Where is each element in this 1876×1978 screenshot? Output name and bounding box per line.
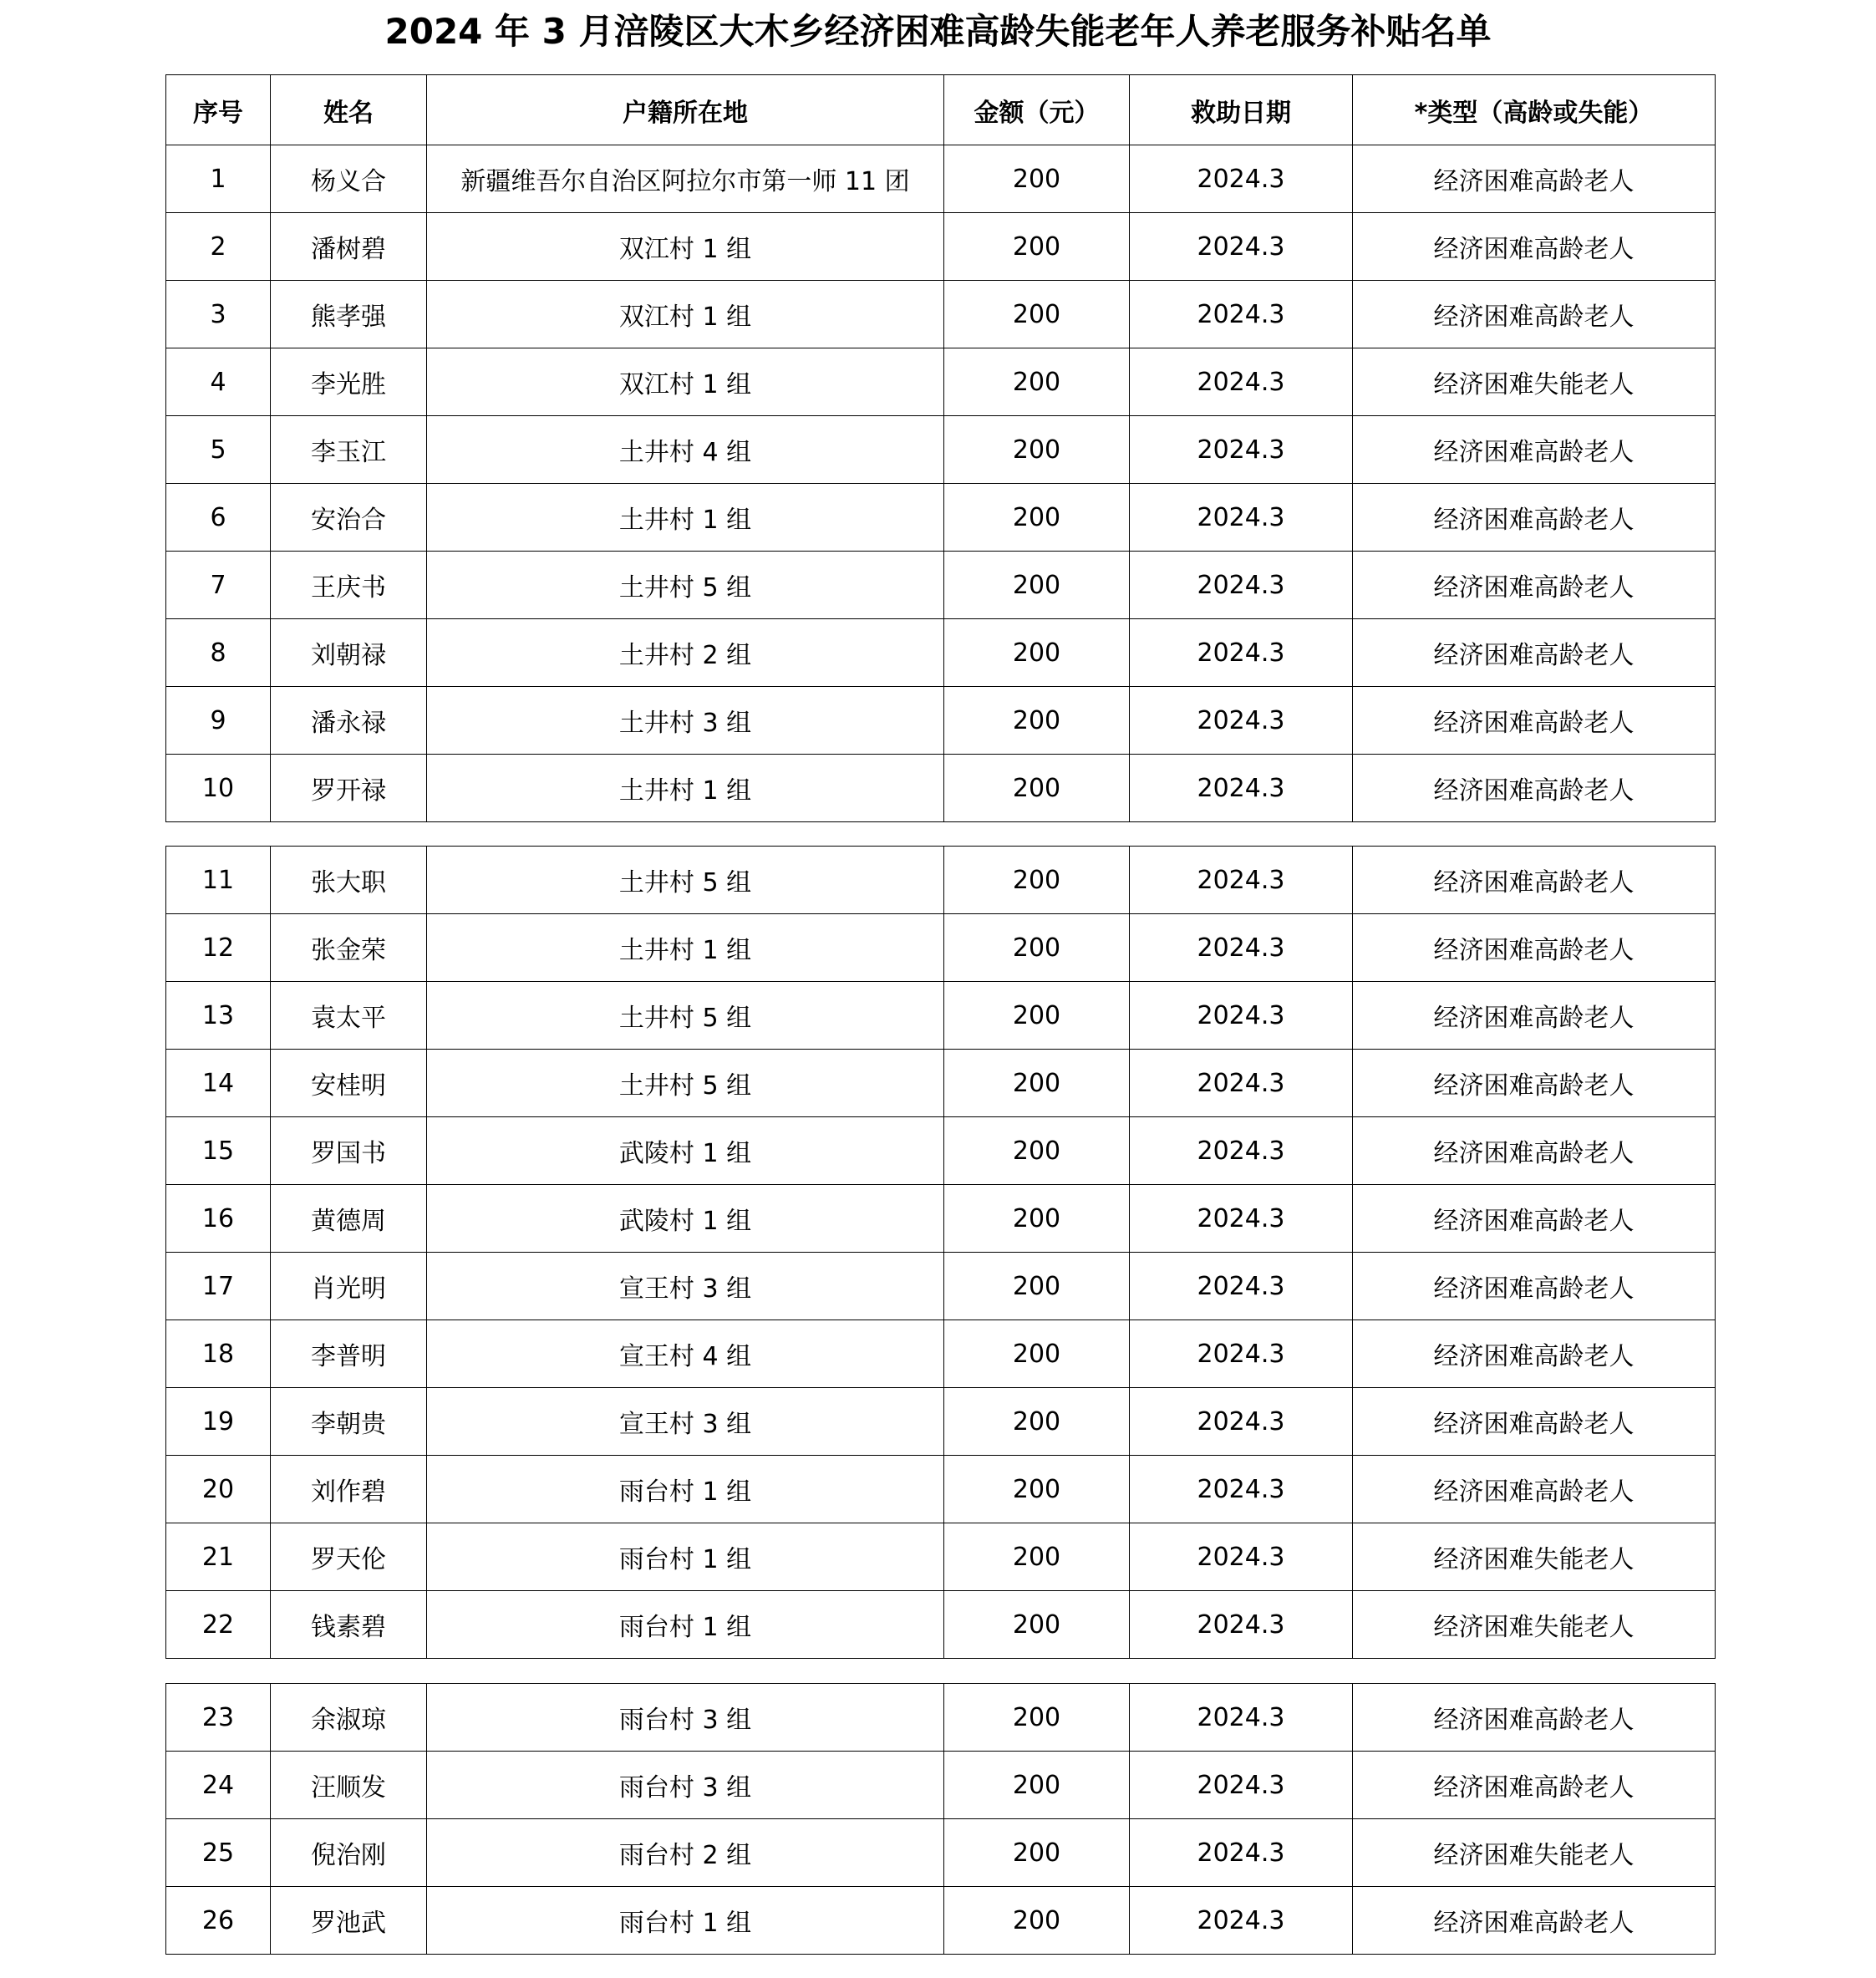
cell-aid-date: 2024.3: [1130, 847, 1353, 914]
cell-serial-no: 7: [166, 552, 271, 619]
cell-name: 罗池武: [271, 1887, 427, 1955]
cell-serial-no: 9: [166, 687, 271, 755]
cell-household-address: 土井村 5 组: [427, 552, 944, 619]
cell-serial-no: 16: [166, 1185, 271, 1253]
cell-amount: 200: [944, 145, 1130, 213]
cell-aid-date: 2024.3: [1130, 281, 1353, 348]
cell-household-address: 双江村 1 组: [427, 213, 944, 281]
header-serial-no: 序号: [166, 75, 271, 145]
cell-type: 经济困难高龄老人: [1353, 484, 1716, 552]
cell-aid-date: 2024.3: [1130, 1887, 1353, 1955]
cell-serial-no: 18: [166, 1320, 271, 1388]
cell-serial-no: 10: [166, 755, 271, 822]
cell-type: 经济困难高龄老人: [1353, 552, 1716, 619]
cell-serial-no: 21: [166, 1523, 271, 1591]
cell-name: 汪顺发: [271, 1752, 427, 1819]
cell-amount: 200: [944, 1388, 1130, 1456]
cell-household-address: 土井村 4 组: [427, 416, 944, 484]
table-row: [166, 1752, 1716, 1819]
cell-type: 经济困难高龄老人: [1353, 1388, 1716, 1456]
cell-amount: 200: [944, 982, 1130, 1050]
cell-serial-no: 14: [166, 1050, 271, 1117]
subsidy-table-page-3: [165, 1683, 1716, 1955]
table-row: [166, 619, 1716, 687]
cell-type: 经济困难高龄老人: [1353, 619, 1716, 687]
cell-aid-date: 2024.3: [1130, 1523, 1353, 1591]
cell-type: 经济困难高龄老人: [1353, 1320, 1716, 1388]
cell-type: 经济困难失能老人: [1353, 1591, 1716, 1659]
cell-aid-date: 2024.3: [1130, 755, 1353, 822]
cell-aid-date: 2024.3: [1130, 1185, 1353, 1253]
table-row: [166, 348, 1716, 416]
cell-amount: 200: [944, 1050, 1130, 1117]
cell-aid-date: 2024.3: [1130, 1320, 1353, 1388]
cell-household-address: 武陵村 1 组: [427, 1117, 944, 1185]
table-header-row: [166, 75, 1716, 145]
cell-household-address: 土井村 5 组: [427, 982, 944, 1050]
cell-aid-date: 2024.3: [1130, 1388, 1353, 1456]
table-row: [166, 1253, 1716, 1320]
cell-aid-date: 2024.3: [1130, 687, 1353, 755]
cell-name: 李普明: [271, 1320, 427, 1388]
cell-amount: 200: [944, 619, 1130, 687]
cell-household-address: 宣王村 3 组: [427, 1253, 944, 1320]
cell-aid-date: 2024.3: [1130, 1253, 1353, 1320]
cell-type: 经济困难高龄老人: [1353, 687, 1716, 755]
cell-type: 经济困难高龄老人: [1353, 847, 1716, 914]
cell-household-address: 双江村 1 组: [427, 281, 944, 348]
table-row: [166, 914, 1716, 982]
header-household-address: 户籍所在地: [427, 75, 944, 145]
cell-amount: 200: [944, 1819, 1130, 1887]
table-row: [166, 145, 1716, 213]
cell-amount: 200: [944, 348, 1130, 416]
table-row: [166, 1819, 1716, 1887]
cell-name: 袁太平: [271, 982, 427, 1050]
cell-household-address: 新疆维吾尔自治区阿拉尔市第一师 11 团: [427, 145, 944, 213]
cell-amount: 200: [944, 484, 1130, 552]
cell-aid-date: 2024.3: [1130, 619, 1353, 687]
cell-aid-date: 2024.3: [1130, 416, 1353, 484]
cell-household-address: 雨台村 3 组: [427, 1684, 944, 1752]
cell-amount: 200: [944, 552, 1130, 619]
cell-household-address: 雨台村 2 组: [427, 1819, 944, 1887]
cell-name: 罗开禄: [271, 755, 427, 822]
cell-household-address: 土井村 3 组: [427, 687, 944, 755]
table-row: [166, 1117, 1716, 1185]
cell-serial-no: 20: [166, 1456, 271, 1523]
table-body-2: [166, 847, 1716, 1659]
cell-aid-date: 2024.3: [1130, 1591, 1353, 1659]
cell-serial-no: 19: [166, 1388, 271, 1456]
cell-type: 经济困难失能老人: [1353, 1523, 1716, 1591]
cell-name: 杨义合: [271, 145, 427, 213]
table-row: [166, 1050, 1716, 1117]
cell-serial-no: 2: [166, 213, 271, 281]
header-name: 姓名: [271, 75, 427, 145]
cell-name: 安治合: [271, 484, 427, 552]
cell-serial-no: 1: [166, 145, 271, 213]
table-row: [166, 281, 1716, 348]
cell-amount: 200: [944, 1456, 1130, 1523]
cell-name: 刘朝禄: [271, 619, 427, 687]
cell-aid-date: 2024.3: [1130, 914, 1353, 982]
table-row: [166, 416, 1716, 484]
table-row: [166, 552, 1716, 619]
cell-name: 李朝贵: [271, 1388, 427, 1456]
cell-amount: 200: [944, 755, 1130, 822]
table-row: [166, 982, 1716, 1050]
cell-name: 张大职: [271, 847, 427, 914]
cell-amount: 200: [944, 1523, 1130, 1591]
cell-household-address: 土井村 5 组: [427, 1050, 944, 1117]
cell-type: 经济困难高龄老人: [1353, 1117, 1716, 1185]
document-title: 2024 年 3 月涪陵区大木乡经济困难高龄失能老年人养老服务补贴名单: [384, 11, 1492, 52]
cell-aid-date: 2024.3: [1130, 1684, 1353, 1752]
cell-type: 经济困难高龄老人: [1353, 755, 1716, 822]
cell-household-address: 土井村 1 组: [427, 484, 944, 552]
cell-household-address: 雨台村 1 组: [427, 1887, 944, 1955]
cell-serial-no: 3: [166, 281, 271, 348]
cell-type: 经济困难高龄老人: [1353, 213, 1716, 281]
cell-aid-date: 2024.3: [1130, 1752, 1353, 1819]
cell-aid-date: 2024.3: [1130, 982, 1353, 1050]
table-row: [166, 687, 1716, 755]
cell-serial-no: 11: [166, 847, 271, 914]
table-row: [166, 1185, 1716, 1253]
cell-household-address: 土井村 1 组: [427, 755, 944, 822]
cell-household-address: 土井村 2 组: [427, 619, 944, 687]
cell-amount: 200: [944, 1684, 1130, 1752]
table-row: [166, 213, 1716, 281]
cell-serial-no: 4: [166, 348, 271, 416]
cell-name: 张金荣: [271, 914, 427, 982]
table-row: [166, 1684, 1716, 1752]
cell-type: 经济困难高龄老人: [1353, 1185, 1716, 1253]
cell-type: 经济困难高龄老人: [1353, 1887, 1716, 1955]
cell-serial-no: 12: [166, 914, 271, 982]
cell-amount: 200: [944, 1117, 1130, 1185]
cell-serial-no: 23: [166, 1684, 271, 1752]
cell-amount: 200: [944, 1887, 1130, 1955]
cell-type: 经济困难失能老人: [1353, 348, 1716, 416]
cell-serial-no: 13: [166, 982, 271, 1050]
cell-amount: 200: [944, 847, 1130, 914]
cell-type: 经济困难高龄老人: [1353, 416, 1716, 484]
cell-type: 经济困难高龄老人: [1353, 1253, 1716, 1320]
cell-aid-date: 2024.3: [1130, 1117, 1353, 1185]
cell-name: 熊孝强: [271, 281, 427, 348]
cell-amount: 200: [944, 1320, 1130, 1388]
cell-household-address: 武陵村 1 组: [427, 1185, 944, 1253]
cell-amount: 200: [944, 281, 1130, 348]
table-row: [166, 1456, 1716, 1523]
cell-type: 经济困难高龄老人: [1353, 982, 1716, 1050]
cell-serial-no: 8: [166, 619, 271, 687]
cell-type: 经济困难高龄老人: [1353, 1752, 1716, 1819]
cell-name: 罗天伦: [271, 1523, 427, 1591]
cell-aid-date: 2024.3: [1130, 213, 1353, 281]
cell-household-address: 宣王村 4 组: [427, 1320, 944, 1388]
cell-name: 潘树碧: [271, 213, 427, 281]
cell-serial-no: 26: [166, 1887, 271, 1955]
cell-serial-no: 22: [166, 1591, 271, 1659]
cell-serial-no: 6: [166, 484, 271, 552]
cell-household-address: 雨台村 1 组: [427, 1456, 944, 1523]
subsidy-table-page-1: [165, 74, 1716, 822]
cell-amount: 200: [944, 914, 1130, 982]
cell-name: 罗国书: [271, 1117, 427, 1185]
cell-aid-date: 2024.3: [1130, 484, 1353, 552]
cell-amount: 200: [944, 687, 1130, 755]
cell-name: 李玉江: [271, 416, 427, 484]
cell-name: 倪治刚: [271, 1819, 427, 1887]
cell-name: 潘永禄: [271, 687, 427, 755]
table-row: [166, 1591, 1716, 1659]
header-type: *类型（高龄或失能）: [1353, 75, 1716, 145]
cell-amount: 200: [944, 1185, 1130, 1253]
cell-household-address: 土井村 1 组: [427, 914, 944, 982]
cell-aid-date: 2024.3: [1130, 1819, 1353, 1887]
table-row: [166, 484, 1716, 552]
cell-household-address: 雨台村 3 组: [427, 1752, 944, 1819]
cell-aid-date: 2024.3: [1130, 145, 1353, 213]
cell-type: 经济困难高龄老人: [1353, 1050, 1716, 1117]
table-body-3: [166, 1684, 1716, 1955]
cell-serial-no: 24: [166, 1752, 271, 1819]
cell-name: 肖光明: [271, 1253, 427, 1320]
cell-serial-no: 17: [166, 1253, 271, 1320]
cell-aid-date: 2024.3: [1130, 1050, 1353, 1117]
cell-amount: 200: [944, 213, 1130, 281]
cell-type: 经济困难高龄老人: [1353, 145, 1716, 213]
cell-name: 安桂明: [271, 1050, 427, 1117]
cell-aid-date: 2024.3: [1130, 552, 1353, 619]
header-amount: 金额（元）: [944, 75, 1130, 145]
table-row: [166, 1320, 1716, 1388]
cell-type: 经济困难高龄老人: [1353, 1684, 1716, 1752]
subsidy-table-page-2: [165, 846, 1716, 1659]
cell-amount: 200: [944, 1752, 1130, 1819]
cell-type: 经济困难高龄老人: [1353, 914, 1716, 982]
table-row: [166, 1523, 1716, 1591]
cell-aid-date: 2024.3: [1130, 348, 1353, 416]
cell-household-address: 雨台村 1 组: [427, 1591, 944, 1659]
table-row: [166, 1887, 1716, 1955]
header-aid-date: 救助日期: [1130, 75, 1353, 145]
cell-name: 李光胜: [271, 348, 427, 416]
cell-aid-date: 2024.3: [1130, 1456, 1353, 1523]
cell-name: 黄德周: [271, 1185, 427, 1253]
table-row: [166, 1388, 1716, 1456]
cell-name: 刘作碧: [271, 1456, 427, 1523]
cell-household-address: 土井村 5 组: [427, 847, 944, 914]
cell-amount: 200: [944, 416, 1130, 484]
cell-household-address: 宣王村 3 组: [427, 1388, 944, 1456]
cell-household-address: 雨台村 1 组: [427, 1523, 944, 1591]
cell-serial-no: 5: [166, 416, 271, 484]
table-row: [166, 847, 1716, 914]
cell-household-address: 双江村 1 组: [427, 348, 944, 416]
cell-amount: 200: [944, 1253, 1130, 1320]
cell-name: 钱素碧: [271, 1591, 427, 1659]
table-body-1: [166, 145, 1716, 822]
cell-serial-no: 15: [166, 1117, 271, 1185]
cell-name: 余淑琼: [271, 1684, 427, 1752]
cell-type: 经济困难失能老人: [1353, 1819, 1716, 1887]
cell-amount: 200: [944, 1591, 1130, 1659]
cell-type: 经济困难高龄老人: [1353, 281, 1716, 348]
cell-serial-no: 25: [166, 1819, 271, 1887]
cell-type: 经济困难高龄老人: [1353, 1456, 1716, 1523]
cell-name: 王庆书: [271, 552, 427, 619]
table-row: [166, 755, 1716, 822]
